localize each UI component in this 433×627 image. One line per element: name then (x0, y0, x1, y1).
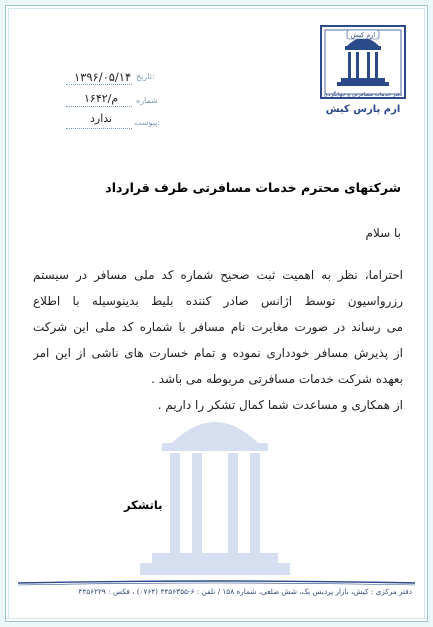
footer-divider (18, 578, 415, 586)
date-dots (66, 84, 132, 85)
logo-banner: ارم کیش (350, 31, 376, 39)
number-label: شماره (136, 96, 158, 105)
number-value: ۱۶۴۲/م (84, 92, 119, 105)
body-line: احتراما، نظر به اهمیت ثبت صحیح شماره کد ملی مسافر در سیستم (33, 268, 403, 282)
attachment-value: ندارد (90, 112, 113, 125)
recipient-heading: شرکتهای محترم خدمات مسافرتی طرف قرارداد (105, 180, 401, 195)
number-dots (66, 106, 132, 107)
signoff: باتشکر (124, 498, 163, 512)
date-label: تاریخ: (136, 72, 155, 81)
attachment-dots (66, 128, 132, 129)
body-line: بعهده شرکت خدمات مسافرتی مربوطه می باشد . (151, 372, 403, 386)
body-line: می رساند در صورت مغایرت نام مسافر با شماره کد ملی این شرکت (33, 320, 403, 334)
greeting: با سلام (365, 226, 401, 240)
attachment-label: پیوست: (134, 118, 161, 127)
body-line: از همکاری و مساعدت شما کمال تشکر را داریم . (157, 398, 403, 412)
letter-body (33, 262, 403, 418)
logo-company-name: ارم پارس کیش (325, 104, 401, 115)
footer-address: دفتر مرکزی : کیش، بازار پردیس یک، شش ضلعی، شماره ۱۵۸ / تلفن : ۶-۴۴۵۶۳۵۵ (۰۷۶۴) ، فکس : ۴۴۵۶۲۲۹ (78, 587, 412, 596)
date-value: ۱۳۹۶/۰۵/۱۴ (74, 70, 132, 84)
logo-subtitle: دفتر خدمات مسافرتی و جهانگردی (323, 92, 403, 98)
body-line: رزرواسیون توسط اژانس صادر کننده بلیط بدینوسیله با اطلاع (33, 294, 403, 308)
pavilion-watermark (112, 405, 318, 580)
body-line: از پذیرش مسافر خودداری نموده و تمام خسارت های ناشی از این امر (33, 346, 403, 360)
